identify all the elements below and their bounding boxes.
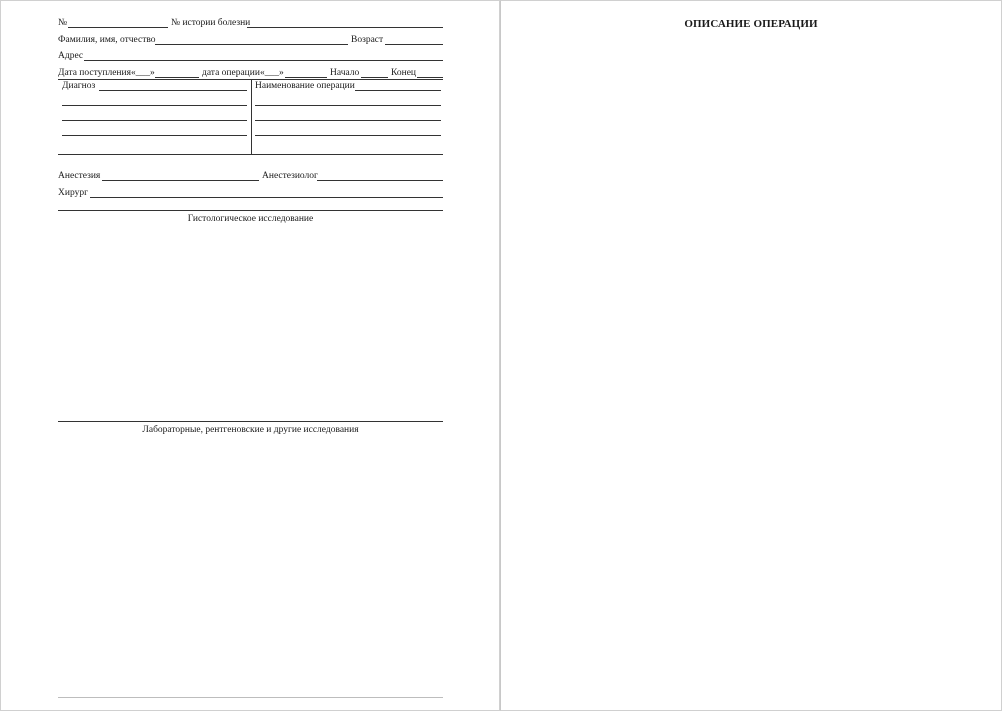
history-field[interactable] — [247, 27, 443, 28]
operation-date-label: дата операции — [202, 68, 260, 78]
name-field[interactable] — [155, 44, 348, 45]
diagnosis-label: Диагноз — [62, 81, 96, 91]
box-divider — [251, 80, 252, 154]
anesthesia-field[interactable] — [102, 180, 259, 181]
admission-day[interactable]: «___» — [131, 68, 155, 78]
start-label: Начало — [330, 68, 360, 78]
number-label: № — [58, 18, 68, 28]
diagnosis-line-2[interactable] — [62, 105, 247, 106]
diagnosis-line-3[interactable] — [62, 120, 247, 121]
lab-title: Лабораторные, рентгеновские и другие исследования — [142, 425, 359, 435]
anesthesiologist-field[interactable] — [317, 180, 443, 181]
end-label: Конец — [391, 68, 416, 78]
bottom-rule — [58, 697, 443, 698]
anesthesia-label: Анестезия — [58, 171, 101, 181]
end-field[interactable] — [417, 77, 443, 78]
operation-name-line-3[interactable] — [255, 120, 441, 121]
address-field[interactable] — [84, 60, 443, 61]
operation-name-line-4[interactable] — [255, 135, 441, 136]
admission-label: Дата поступления — [58, 68, 131, 78]
right-page — [500, 0, 1002, 711]
surgeon-field[interactable] — [90, 197, 443, 198]
box-bottom-rule — [58, 154, 443, 155]
age-label: Возраст — [351, 35, 384, 45]
start-field[interactable] — [361, 77, 388, 78]
anesthesiologist-label: Анестезиолог — [262, 171, 318, 181]
age-field[interactable] — [385, 44, 443, 45]
surgeon-label: Хирург — [58, 188, 88, 198]
operation-description-title: ОПИСАНИЕ ОПЕРАЦИИ — [684, 18, 818, 30]
histology-title: Гистологическое исследование — [187, 214, 314, 224]
name-label: Фамилия, имя, отчество — [58, 35, 156, 45]
diagnosis-line-1[interactable] — [99, 90, 247, 91]
admission-month-field[interactable] — [155, 77, 199, 78]
address-label: Адрес — [58, 51, 84, 61]
lab-top-rule — [58, 421, 443, 422]
operation-name-label: Наименование операции — [255, 81, 355, 91]
operation-month-field[interactable] — [285, 77, 327, 78]
operation-day[interactable]: «___» — [260, 68, 284, 78]
operation-name-line-1[interactable] — [355, 90, 441, 91]
left-page — [0, 0, 500, 711]
histology-top-rule — [58, 210, 443, 211]
number-field[interactable] — [68, 27, 168, 28]
operation-name-line-2[interactable] — [255, 105, 441, 106]
history-label: № истории болезни — [171, 18, 251, 28]
diagnosis-line-4[interactable] — [62, 135, 247, 136]
